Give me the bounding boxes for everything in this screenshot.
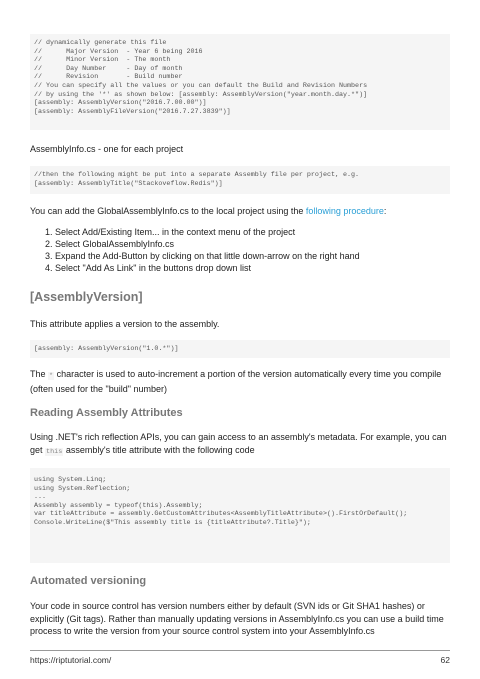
code-line: [assembly: AssemblyVersion("2016.7.00.00")] bbox=[34, 99, 207, 108]
paragraph-automated-versioning: Your code in source control has version numbers either by default (SVN ids or Git SHA1 hashes) or explicitly (Git tags). Rather than manually updating versions in AssemblyInfo.cs you can use a build time process to write the version from your source control system into your AssemblyInfo.cs bbox=[30, 601, 444, 636]
code-block-assembly-version-star bbox=[30, 340, 450, 358]
paragraph-applies-version: This attribute applies a version to the assembly. bbox=[30, 319, 220, 329]
code-line: using System.Linq; bbox=[34, 476, 107, 484]
code-line: // Day Number - Day of month bbox=[34, 64, 183, 73]
paragraph-star-character: The * character is used to auto-increment a portion of the version automatically every time you compile (often used for the "build" number) bbox=[30, 369, 442, 394]
following-procedure-link[interactable]: following procedure bbox=[305, 206, 384, 216]
code-line: // Major Version - Year 6 being 2016 bbox=[34, 47, 203, 56]
code-line: [assembly: AssemblyTitle("Stackoveflow.Redis")] bbox=[34, 179, 223, 188]
code-line: // by using the '*' as shown below: [assembly: AssemblyVersion("year.month.day.*")] bbox=[34, 90, 368, 99]
paragraph-add-global-assemblyinfo: You can add the GlobalAssemblyInfo.cs to the local project using the following procedure: bbox=[30, 206, 387, 216]
heading-reading-assembly-attributes: Reading Assembly Attributes bbox=[30, 407, 183, 419]
code-line: using System.Reflection; bbox=[34, 484, 131, 493]
code-line: // dynamically generate this file bbox=[34, 39, 167, 47]
procedure-steps-list bbox=[30, 226, 360, 274]
code-line: var titleAttribute = assembly.GetCustomAttributes<AssemblyTitleAttribute>().FirstOrDefault(); bbox=[34, 510, 408, 519]
code-line: // Minor Version - The month bbox=[34, 56, 171, 65]
list-item: 1. Select Add/Existing Item... in the context menu of the project bbox=[55, 226, 360, 238]
heading-assemblyversion: [AssemblyVersion] bbox=[30, 290, 143, 304]
code-line: // You can specify all the values or you can default the Build and Revision Numbers bbox=[34, 81, 368, 90]
list-item: 2. Select GlobalAssemblyInfo.cs bbox=[55, 238, 360, 250]
code-block-reflection-example bbox=[30, 468, 450, 563]
code-block-assembly-versions bbox=[30, 34, 450, 130]
code-block-assembly-title bbox=[30, 166, 450, 194]
footer-url-link[interactable]: https://riptutorial.com/ bbox=[30, 655, 112, 665]
inline-code-star: * bbox=[49, 372, 54, 380]
footer-divider bbox=[30, 650, 450, 651]
page-number: 62 bbox=[440, 655, 450, 665]
paragraph-reflection: Using .NET's rich reflection APIs, you can gain access to an assembly's metadata. For example, you can get this assembly's title attribute with the following code bbox=[30, 432, 447, 456]
code-line: ... bbox=[34, 493, 47, 502]
code-line: //then the following might be put into a separate Assembly file per project, e.g. bbox=[34, 171, 360, 179]
paragraph-assemblyinfo: AssemblyInfo.cs - one for each project bbox=[30, 144, 184, 154]
code-line: Assembly assembly = typeof(this).Assembly; bbox=[34, 501, 203, 510]
code-line: [assembly: AssemblyVersion("1.0.*")] bbox=[34, 345, 179, 353]
list-item: 3. Expand the Add-Button by clicking on that little down-arrow on the right hand bbox=[55, 250, 360, 262]
list-item: 4. Select "Add As Link" in the buttons drop down list bbox=[55, 262, 360, 274]
code-line: // Revision - Build number bbox=[34, 73, 183, 82]
heading-automated-versioning: Automated versioning bbox=[30, 575, 147, 587]
code-line: Console.WriteLine($"This assembly title is {titleAttribute?.Title}"); bbox=[34, 518, 311, 527]
inline-code-this: this bbox=[46, 447, 63, 456]
code-line: [assembly: AssemblyFileVersion("2016.7.27.3839")] bbox=[34, 107, 231, 116]
